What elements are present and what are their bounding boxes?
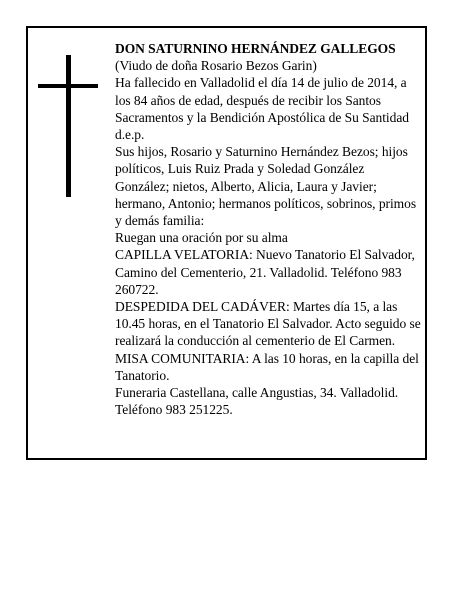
obituary-text — [115, 40, 421, 418]
mass-paragraph: MISA COMUNITARIA: A las 10 horas, en la capilla del Tanatorio. — [115, 350, 419, 383]
farewell-paragraph: DESPEDIDA DEL CADÁVER: Martes día 15, a las 10.45 horas, en el Tanatorio El Salvador. Acto seguido se realizará la conducción al cementerio de El Carmen. — [115, 299, 421, 349]
family-paragraph: Sus hijos, Rosario y Saturnino Hernández Bezos; hijos políticos, Luis Ruiz Prada y Soledad González González; nietos, Alberto, Alicia, Laura y Javier; hermano, Antonio; hermanos políticos, sobrinos, primos y demás familia: — [115, 144, 417, 229]
deceased-name: DON SATURNINO HERNÁNDEZ GALLEGOS — [115, 41, 396, 56]
widow-of-line: (Viudo de doña Rosario Bezos Garin) — [115, 58, 317, 74]
death-paragraph: Ha fallecido en Valladolid el día 14 de julio de 2014, a los 84 años de edad, después de recibir los Santos Sacramentos y la Bendición Apostólica de Su Santidad d.e.p. — [115, 75, 409, 143]
chapel-paragraph: CAPILLA VELATORIA: Nuevo Tanatorio El Salvador, Camino del Cementerio, 21. Valladolid. Teléfono 983 260722. — [115, 247, 415, 297]
funeral-home-paragraph: Funeraria Castellana, calle Angustias, 34. Valladolid. Teléfono 983 251225. — [115, 385, 399, 418]
obituary-notice — [26, 26, 427, 460]
prayer-line: Ruegan una oración por su alma — [115, 230, 288, 246]
